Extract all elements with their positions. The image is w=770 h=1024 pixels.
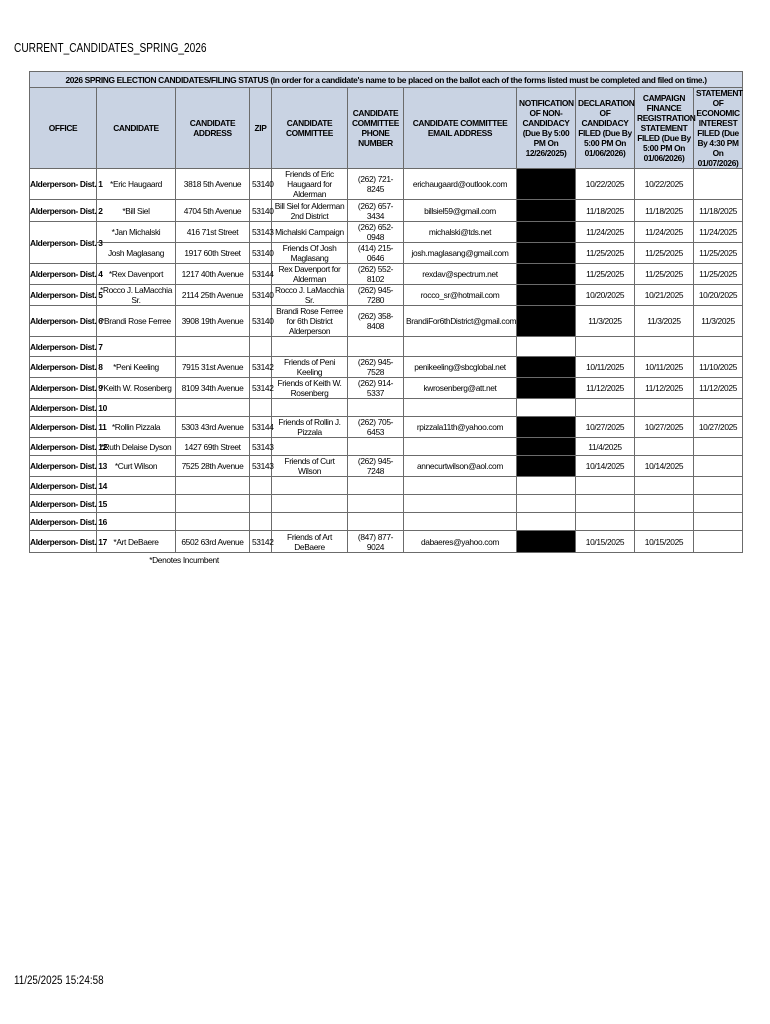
cell-committee: Brandi Rose Ferree for 6th District Alderperson [272,306,348,337]
cell-committee: Friends of Eric Haugaard for Alderman [272,169,348,200]
cell-economic-interest: 10/27/2025 [694,417,743,438]
table-row [30,285,743,306]
cell-address: 6502 63rd Avenue [176,531,250,553]
header-economic-interest: STATEMENT OF ECONOMIC INTEREST FILED (Due By 4:30 PM On 01/07/2026) [694,88,743,169]
cell-address: 416 71st Street [176,222,250,243]
cell-campaign-finance [635,495,694,513]
cell-campaign-finance [635,513,694,531]
cell-candidate: *Peni Keeling [97,357,176,378]
cell-campaign-finance: 10/15/2025 [635,531,694,553]
cell-campaign-finance [635,477,694,495]
cell-email: penikeeling@sbcglobal.net [404,357,517,378]
cell-declaration: 10/15/2025 [576,531,635,553]
cell-address: 3818 5th Avenue [176,169,250,200]
cell-candidate [97,477,176,495]
cell-zip: 53142 [250,531,272,553]
cell-committee: Friends of Keith W. Rosenberg [272,378,348,399]
cell-address: 3908 19th Avenue [176,306,250,337]
cell-zip: 53143 [250,456,272,477]
cell-committee: Rex Davenport for Alderman [272,264,348,285]
cell-campaign-finance: 10/27/2025 [635,417,694,438]
cell-address: 2114 25th Avenue [176,285,250,306]
cell-office: Alderperson- Dist. 3 [30,222,97,264]
cell-phone: (262) 945-7280 [348,285,404,306]
cell-economic-interest [694,477,743,495]
redacted-cell [517,169,576,200]
cell-economic-interest [694,169,743,200]
header-zip: ZIP [250,88,272,169]
cell-economic-interest: 11/3/2025 [694,306,743,337]
cell-zip: 53142 [250,357,272,378]
cell-zip: 53140 [250,200,272,222]
header-candidate-address: CANDIDATE ADDRESS [176,88,250,169]
cell-economic-interest: 11/12/2025 [694,378,743,399]
cell-office: Alderperson- Dist. 14 [30,477,97,495]
header-committee: CANDIDATE COMMITTEE [272,88,348,169]
cell-campaign-finance: 10/14/2025 [635,456,694,477]
cell-candidate: *Eric Haugaard [97,169,176,200]
cell-committee: Rocco J. LaMacchia Sr. [272,285,348,306]
cell-candidate: *Keith W. Rosenberg [97,378,176,399]
cell-address [176,495,250,513]
table-row [30,222,743,243]
cell-campaign-finance: 11/18/2025 [635,200,694,222]
cell-declaration: 11/12/2025 [576,378,635,399]
cell-candidate [97,495,176,513]
cell-committee [272,399,348,417]
cell-office: Alderperson- Dist. 9 [30,378,97,399]
table-row [30,531,743,553]
cell-phone [348,399,404,417]
cell-office: Alderperson- Dist. 2 [30,200,97,222]
cell-email [404,438,517,456]
redacted-cell [517,243,576,264]
cell-email: michalski@tds.net [404,222,517,243]
cell-email [404,513,517,531]
cell-zip: 53140 [250,285,272,306]
table-row [30,495,743,513]
cell-email: erichaugaard@outlook.com [404,169,517,200]
cell-economic-interest: 11/24/2025 [694,222,743,243]
cell-email: kwrosenberg@att.net [404,378,517,399]
table-banner: 2026 SPRING ELECTION CANDIDATES/FILING STATUS (In order for a candidate's name to be placed on the ballot each of the forms listed must be completed and filed on time.) [30,72,743,88]
cell-committee: Friends of Peni Keeling [272,357,348,378]
redacted-cell [517,264,576,285]
cell-phone: (262) 945-7528 [348,357,404,378]
cell-candidate: *Ruth Delaise Dyson [97,438,176,456]
cell-committee [272,477,348,495]
cell-office: Alderperson- Dist. 5 [30,285,97,306]
cell-campaign-finance: 10/22/2025 [635,169,694,200]
cell-declaration [576,399,635,417]
cell-economic-interest: 11/10/2025 [694,357,743,378]
cell-declaration: 10/20/2025 [576,285,635,306]
cell-committee [272,495,348,513]
cell-candidate: *Rollin Pizzala [97,417,176,438]
redacted-cell [517,438,576,456]
cell-candidate [97,399,176,417]
cell-committee: Friends of Curt Wilson [272,456,348,477]
header-committee-email: CANDIDATE COMMITTEE EMAIL ADDRESS [404,88,517,169]
cell-phone [348,438,404,456]
cell-phone: (262) 652-0948 [348,222,404,243]
cell-campaign-finance: 11/12/2025 [635,378,694,399]
header-committee-phone: CANDIDATE COMMITTEE PHONE NUMBER [348,88,404,169]
cell-economic-interest: 11/25/2025 [694,243,743,264]
cell-email: dabaeres@yahoo.com [404,531,517,553]
cell-candidate: Josh Maglasang [97,243,176,264]
cell-office: Alderperson- Dist. 12 [30,438,97,456]
cell-phone: (262) 552-8102 [348,264,404,285]
cell-campaign-finance: 10/21/2025 [635,285,694,306]
table-row [30,264,743,285]
cell-address: 5303 43rd Avenue [176,417,250,438]
cell-email [404,399,517,417]
cell-economic-interest [694,531,743,553]
header-candidate: CANDIDATE [97,88,176,169]
cell-office: Alderperson- Dist. 16 [30,513,97,531]
footnote-spacer [30,553,97,568]
cell-campaign-finance [635,438,694,456]
cell-phone: (414) 215-0646 [348,243,404,264]
incumbent-footnote: *Denotes Incumbent [149,555,219,566]
cell-economic-interest: 11/25/2025 [694,264,743,285]
cell-zip [250,495,272,513]
cell-phone: (262) 914-5337 [348,378,404,399]
cell-declaration [576,477,635,495]
cell-declaration: 11/25/2025 [576,243,635,264]
header-office: OFFICE [30,88,97,169]
cell-phone [348,337,404,357]
cell-committee: Friends Of Josh Maglasang [272,243,348,264]
cell-address [176,399,250,417]
cell-office: Alderperson- Dist. 7 [30,337,97,357]
cell-zip: 53140 [250,243,272,264]
cell-email: rocco_sr@hotmail.com [404,285,517,306]
redacted-cell [517,531,576,553]
cell-address: 4704 5th Avenue [176,200,250,222]
cell-email: rexdav@spectrum.net [404,264,517,285]
redacted-cell [517,285,576,306]
cell-economic-interest: 10/20/2025 [694,285,743,306]
cell-office: Alderperson- Dist. 8 [30,357,97,378]
table-row [30,337,743,357]
cell-phone: (847) 877-9024 [348,531,404,553]
cell-office: Alderperson- Dist. 4 [30,264,97,285]
cell-office: Alderperson- Dist. 13 [30,456,97,477]
cell-candidate [97,513,176,531]
cell-declaration [576,337,635,357]
redacted-cell [517,378,576,399]
cell-committee: Michalski Campaign [272,222,348,243]
cell-non-candidacy [517,495,576,513]
cell-declaration: 10/14/2025 [576,456,635,477]
cell-zip: 53142 [250,378,272,399]
cell-candidate: *Bill Siel [97,200,176,222]
cell-campaign-finance: 10/11/2025 [635,357,694,378]
print-timestamp: 11/25/2025 15:24:58 [14,973,104,987]
cell-email [404,337,517,357]
header-non-candidacy: NOTIFICATION OF NON-CANDIDACY (Due By 5:00 PM On 12/26/2025) [517,88,576,169]
cell-office: Alderperson- Dist. 10 [30,399,97,417]
cell-non-candidacy [517,337,576,357]
cell-declaration [576,513,635,531]
cell-phone: (262) 721-8245 [348,169,404,200]
cell-candidate [97,337,176,357]
cell-candidate: *Jan Michalski [97,222,176,243]
cell-candidate: *Rocco J. LaMacchia Sr. [97,285,176,306]
cell-email: josh.maglasang@gmail.com [404,243,517,264]
cell-campaign-finance [635,337,694,357]
cell-committee: Friends of Art DeBaere [272,531,348,553]
cell-address: 1427 69th Street [176,438,250,456]
cell-zip: 53140 [250,306,272,337]
cell-economic-interest [694,456,743,477]
table-row [30,243,743,264]
cell-committee: Bill Siel for Alderman 2nd District [272,200,348,222]
cell-zip: 53143 [250,438,272,456]
table-row [30,477,743,495]
table-row [30,456,743,477]
cell-zip [250,477,272,495]
table-body [30,169,743,553]
cell-address: 7525 28th Avenue [176,456,250,477]
table-row [30,417,743,438]
cell-declaration: 11/4/2025 [576,438,635,456]
cell-non-candidacy [517,399,576,417]
cell-campaign-finance: 11/25/2025 [635,264,694,285]
table-row [30,306,743,337]
table-row [30,169,743,200]
cell-address [176,513,250,531]
cell-email [404,495,517,513]
cell-phone: (262) 705-6453 [348,417,404,438]
redacted-cell [517,222,576,243]
redacted-cell [517,306,576,337]
cell-phone [348,477,404,495]
cell-office: Alderperson- Dist. 17 [30,531,97,553]
cell-declaration: 10/27/2025 [576,417,635,438]
cell-committee [272,513,348,531]
cell-campaign-finance: 11/24/2025 [635,222,694,243]
cell-address: 8109 34th Avenue [176,378,250,399]
cell-non-candidacy [517,477,576,495]
redacted-cell [517,357,576,378]
cell-zip [250,337,272,357]
cell-committee [272,438,348,456]
cell-zip [250,399,272,417]
cell-office: Alderperson- Dist. 11 [30,417,97,438]
cell-zip: 53140 [250,169,272,200]
cell-economic-interest: 11/18/2025 [694,200,743,222]
cell-office: Alderperson- Dist. 6 [30,306,97,337]
cell-address: 7915 31st Avenue [176,357,250,378]
cell-zip [250,513,272,531]
header-campaign-finance: CAMPAIGN FINANCE REGISTRATION STATEMENT FILED (Due By 5:00 PM On 01/06/2026) [635,88,694,169]
document-title: CURRENT_CANDIDATES_SPRING_2026 [14,40,207,55]
table-row [30,357,743,378]
cell-email: BrandiFor6thDistrict@gmail.com [404,306,517,337]
cell-candidate: *Brandi Rose Ferree [97,306,176,337]
cell-non-candidacy [517,513,576,531]
cell-declaration: 11/25/2025 [576,264,635,285]
cell-campaign-finance [635,399,694,417]
table-row [30,399,743,417]
cell-candidate: *Curt Wilson [97,456,176,477]
cell-declaration: 11/24/2025 [576,222,635,243]
cell-declaration: 11/3/2025 [576,306,635,337]
cell-address: 1917 60th Street [176,243,250,264]
redacted-cell [517,456,576,477]
table-row [30,378,743,399]
cell-declaration: 11/18/2025 [576,200,635,222]
cell-email: rpizzala11th@yahoo.com [404,417,517,438]
cell-phone: (262) 657-3434 [348,200,404,222]
table-row [30,200,743,222]
cell-address [176,477,250,495]
cell-phone [348,513,404,531]
cell-economic-interest [694,337,743,357]
cell-committee [272,337,348,357]
cell-economic-interest [694,495,743,513]
header-declaration: DECLARATION OF CANDIDACY FILED (Due By 5:00 PM On 01/06/2026) [576,88,635,169]
cell-declaration [576,495,635,513]
cell-declaration: 10/11/2025 [576,357,635,378]
footnote-filler [272,553,743,568]
cell-economic-interest [694,399,743,417]
cell-committee: Friends of Rollin J. Pizzala [272,417,348,438]
cell-campaign-finance: 11/3/2025 [635,306,694,337]
cell-candidate: *Art DeBaere [97,531,176,553]
cell-zip: 53144 [250,417,272,438]
cell-phone [348,495,404,513]
cell-office: Alderperson- Dist. 15 [30,495,97,513]
cell-phone: (262) 945-7248 [348,456,404,477]
cell-email: annecurtwilson@aol.com [404,456,517,477]
cell-address [176,337,250,357]
redacted-cell [517,200,576,222]
cell-office: Alderperson- Dist. 1 [30,169,97,200]
cell-zip: 53144 [250,264,272,285]
cell-campaign-finance: 11/25/2025 [635,243,694,264]
candidates-table [29,71,743,568]
cell-email [404,477,517,495]
cell-declaration: 10/22/2025 [576,169,635,200]
table-row [30,513,743,531]
cell-email: billsiel59@gmail.com [404,200,517,222]
cell-economic-interest [694,513,743,531]
cell-zip: 53143 [250,222,272,243]
cell-address: 1217 40th Avenue [176,264,250,285]
cell-candidate: *Rex Davenport [97,264,176,285]
redacted-cell [517,417,576,438]
cell-phone: (262) 358-8408 [348,306,404,337]
cell-economic-interest [694,438,743,456]
table-row [30,438,743,456]
